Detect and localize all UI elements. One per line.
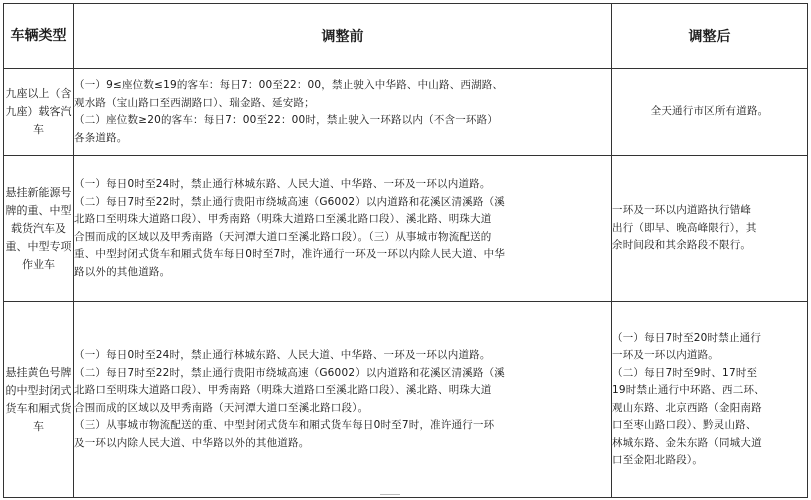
rule-line: 观水路（宝山路口至西湖路口）、瑞金路、延安路； [74, 96, 315, 109]
rule-line: （三）从事城市物流配送的重、中型封闭式货车和厢式货车每日0时至7时，准许通行一环 [74, 419, 495, 431]
rule-line: 余时间段和其余路段不限行。 [612, 239, 752, 252]
rule-before-cell [74, 69, 612, 156]
traffic-rules-table [3, 3, 808, 498]
row-category: 悬挂新能源号牌的重、中型载货汽车及重、中型专项作业车 [4, 156, 74, 302]
rule-line: （一）每日7时至20时禁止通行 [612, 331, 762, 344]
rule-line: （一）每日0时至24时，禁止通行林城东路、人民大道、中华路、一环及一环以内道路。 [74, 349, 491, 361]
page-mark [380, 494, 400, 495]
rule-before-cell [74, 302, 612, 498]
header-after: 调整后 [612, 4, 808, 69]
rule-after-cell [612, 69, 808, 156]
table-row [4, 156, 808, 302]
rule-line: 合围而成的区域以及甲秀南路（天河潭大道口至溪北路口段）。（三）从事城市物流配送的 [74, 230, 492, 243]
header-row [4, 4, 808, 69]
rule-line: （二）每日7时至22时，禁止通行贵阳市绕城高速（G6002）以内道路和花溪区清溪路（溪 [74, 195, 505, 208]
rule-line: 北路口至明珠大道路口段）、甲秀南路（明珠大道路口至溪北路口段）、溪北路、明珠大道 [74, 213, 492, 225]
rule-line: （二）每日7时至9时、17时至 [612, 366, 758, 379]
rule-line: （一）每日0时至24时，禁止通行林城东路、人民大道、中华路、一环及一环以内道路。 [74, 178, 491, 190]
rule-line: （二）每日7时至22时，禁止通行贵阳市绕城高速（G6002）以内道路和花溪区清溪路（溪 [74, 366, 505, 379]
row-category: 九座以上（含九座）载客汽车 [4, 69, 74, 156]
table-row [4, 69, 808, 156]
rule-line: 林城东路、金朱东路（同城大道 [612, 436, 762, 449]
rule-line: 观山东路、北京西路（金阳南路 [612, 401, 762, 414]
rule-line: 一环及一环以内道路。 [612, 349, 719, 361]
rule-line: 口至枣山路口段）、黔灵山路、 [612, 419, 757, 431]
rule-line: 路以外的其他道路。 [74, 265, 171, 278]
header-before: 调整前 [74, 4, 612, 69]
rule-after-cell [612, 156, 808, 302]
rule-line: （一）9≤座位数≤19的客车：每日7：00至22：00，禁止驶入中华路、中山路、西湖路、 [74, 79, 504, 91]
rule-line: 一环及一环以内道路执行错峰 [612, 204, 752, 217]
rule-line: 重、中型封闭式货车和厢式货车每日0时至7时，准许通行一环及一环以内除人民大道、中华 [74, 248, 506, 260]
rule-line: 各条道路。 [74, 131, 128, 144]
rule-line: 北路口至明珠大道路口段）、甲秀南路（明珠大道路口至溪北路口段）、溪北路、明珠大道 [74, 384, 492, 396]
rule-line: 及一环以内除人民大道、中华路以外的其他道路。 [74, 436, 310, 449]
row-category: 悬挂黄色号牌的中型封闭式货车和厢式货车 [4, 302, 74, 498]
table-row [4, 302, 808, 498]
rule-line: 口至金阳北路段）。 [612, 454, 704, 466]
rule-before-cell [74, 156, 612, 302]
rule-line: 全天通行市区所有道路。 [650, 105, 769, 118]
header-category: 车辆类型 [4, 4, 74, 69]
rule-line: 合围而成的区域以及甲秀南路（天河潭大道口至溪北路口段）。 [74, 401, 369, 414]
rule-after-cell [612, 302, 808, 498]
rule-line: 19时禁止通行中环路、西二环、 [612, 384, 765, 396]
rule-line: （二）座位数≥20的客车：每日7：00至22：00时，禁止驶入一环路以内（不含一环路） [74, 114, 499, 126]
rule-line: 出行（即早、晚高峰限行），其 [612, 221, 757, 234]
